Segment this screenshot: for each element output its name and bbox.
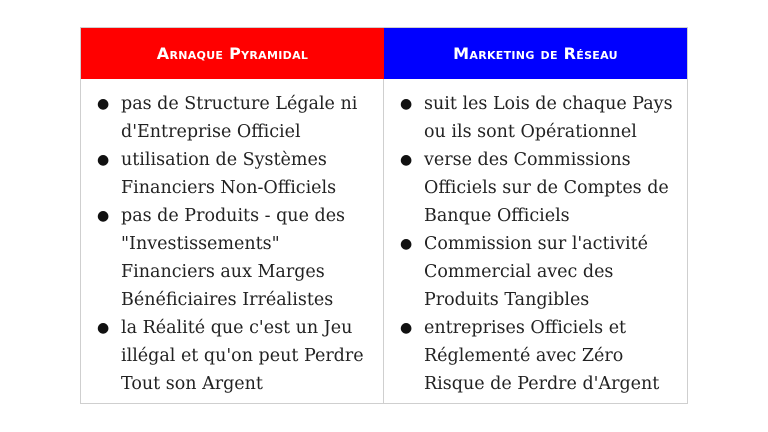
list-item-text: suit les Lois de chaque Pays ou ils sont Opérationnel [424, 94, 673, 142]
list-item-text: la Réalité que c'est un Jeu illégal et qu'on peut Perdre Tout son Argent [121, 318, 364, 394]
header-pyramid-scheme: Arnaque Pyramidal [81, 28, 384, 79]
list-item [91, 146, 375, 202]
pyramid-scheme-list [91, 90, 375, 398]
list-item-text: Commission sur l'activité Commercial avec des Produits Tangibles [424, 234, 648, 310]
list-item [394, 146, 679, 230]
list-item [394, 314, 679, 398]
comparison-table [80, 27, 688, 404]
bullet-icon: ● [97, 96, 110, 112]
bullet-icon: ● [97, 152, 110, 168]
bullet-icon: ● [400, 236, 413, 252]
list-item-text: pas de Produits - que des "Investissements" Financiers aux Marges Bénéficiaires Irréalistes [121, 206, 346, 310]
list-item-text: utilisation de Systèmes Financiers Non-Officiels [121, 150, 337, 198]
list-item-text: pas de Structure Légale ni d'Entreprise Officiel [121, 94, 358, 142]
list-item [91, 90, 375, 146]
bullet-icon: ● [400, 320, 413, 336]
bullet-icon: ● [97, 208, 110, 224]
column-network-marketing [384, 79, 687, 403]
network-marketing-list [394, 90, 679, 398]
bullet-icon: ● [400, 96, 413, 112]
column-pyramid-scheme [81, 79, 384, 403]
list-item-text: entreprises Officiels et Réglementé avec Zéro Risque de Perdre d'Argent [424, 318, 660, 394]
list-item [91, 202, 375, 314]
bullet-icon: ● [400, 152, 413, 168]
bullet-icon: ● [97, 320, 110, 336]
header-network-marketing: Marketing de Réseau [384, 28, 687, 79]
list-item [91, 314, 375, 398]
list-item [394, 90, 679, 146]
list-item [394, 230, 679, 314]
list-item-text: verse des Commissions Officiels sur de Comptes de Banque Officiels [424, 150, 669, 226]
